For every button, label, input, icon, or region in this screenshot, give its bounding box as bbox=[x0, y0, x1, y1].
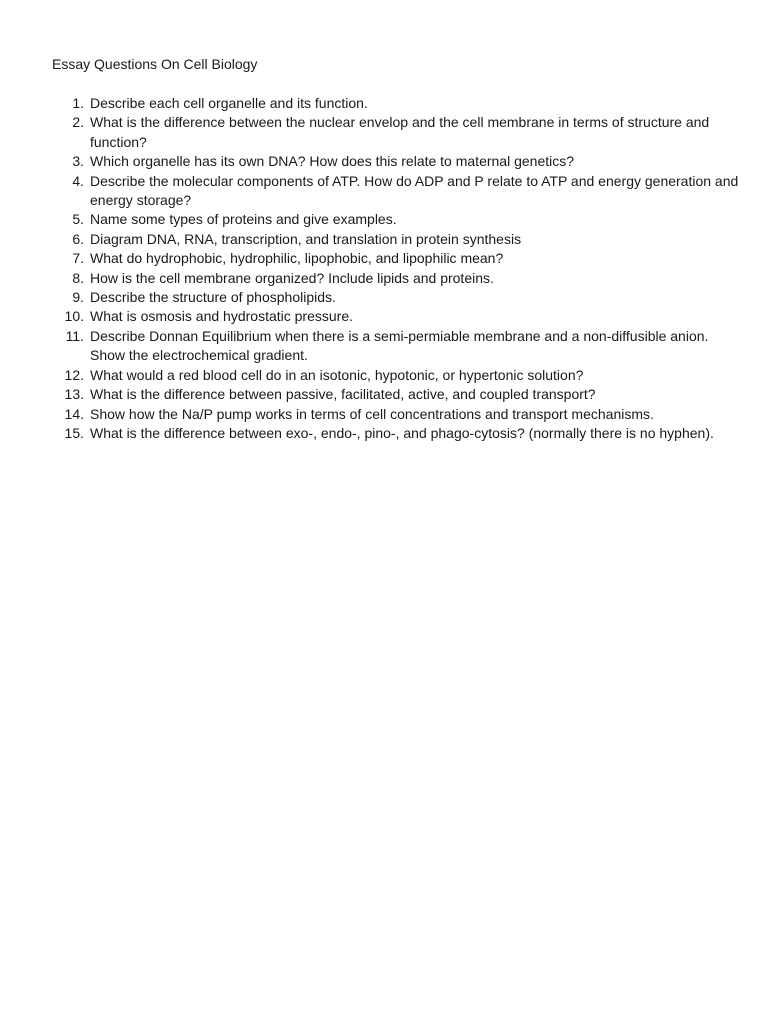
question-text: What would a red blood cell do in an isotonic, hypotonic, or hypertonic solution? bbox=[90, 366, 584, 383]
question-number: 6. bbox=[72, 230, 84, 247]
question-number: 11. bbox=[65, 327, 84, 344]
question-number: 7. bbox=[72, 250, 84, 267]
question-text: What is the difference between exo-, endo-, pino-, and phago-cytosis? (normally there is no hyphen). bbox=[90, 424, 714, 441]
question-number: 10. bbox=[64, 308, 84, 325]
question-text: Name some types of proteins and give examples. bbox=[90, 211, 397, 228]
question-item bbox=[0, 94, 740, 113]
question-text: Describe each cell organelle and its function. bbox=[90, 95, 368, 111]
question-number: 1. bbox=[72, 95, 84, 111]
question-text: What do hydrophobic, hydrophilic, lipophobic, and lipophilic mean? bbox=[90, 250, 504, 267]
question-number: 14. bbox=[64, 405, 84, 422]
question-item bbox=[0, 249, 740, 268]
question-text: Describe Donnan Equilibrium when there is a semi-permiable membrane and a non-diffusible anion. Show the electrochemical gradient. bbox=[90, 327, 709, 364]
question-number: 9. bbox=[72, 289, 84, 306]
question-item bbox=[0, 405, 740, 424]
question-text: Diagram DNA, RNA, transcription, and translation in protein synthesis bbox=[90, 230, 522, 247]
document-title: Essay Questions On Cell Biology bbox=[52, 56, 258, 72]
question-text: Show how the Na/P pump works in terms of cell concentrations and transport mechanisms. bbox=[90, 405, 654, 422]
question-item bbox=[0, 424, 740, 443]
question-item bbox=[0, 172, 740, 211]
question-item bbox=[0, 366, 740, 385]
question-text: Describe the molecular components of ATP. How do ADP and P relate to ATP and energy generation and energy storage? bbox=[90, 172, 739, 209]
question-number: 2. bbox=[72, 114, 84, 131]
question-item bbox=[0, 288, 740, 307]
question-text: How is the cell membrane organized? Include lipids and proteins. bbox=[90, 269, 494, 286]
question-text: What is the difference between passive, facilitated, active, and coupled transport? bbox=[90, 386, 596, 403]
question-number: 5. bbox=[72, 211, 84, 228]
question-number: 3. bbox=[72, 153, 84, 170]
question-number: 8. bbox=[72, 269, 84, 286]
question-text: Which organelle has its own DNA? How does this relate to maternal genetics? bbox=[90, 153, 575, 170]
question-item bbox=[0, 385, 740, 404]
question-number: 12. bbox=[64, 366, 84, 383]
question-text: What is the difference between the nuclear envelop and the cell membrane in terms of structure and function? bbox=[90, 114, 710, 150]
question-item bbox=[0, 327, 740, 366]
question-number: 15. bbox=[64, 424, 84, 441]
question-number: 4. bbox=[72, 172, 84, 189]
question-text: What is osmosis and hydrostatic pressure. bbox=[90, 308, 353, 325]
question-item bbox=[0, 152, 740, 171]
question-list bbox=[0, 94, 740, 443]
question-text: Describe the structure of phospholipids. bbox=[90, 289, 336, 306]
question-number: 13. bbox=[64, 386, 84, 403]
question-item bbox=[0, 210, 740, 229]
question-item bbox=[0, 307, 740, 326]
question-item bbox=[0, 269, 740, 288]
question-item bbox=[0, 230, 740, 249]
question-item bbox=[0, 113, 740, 152]
